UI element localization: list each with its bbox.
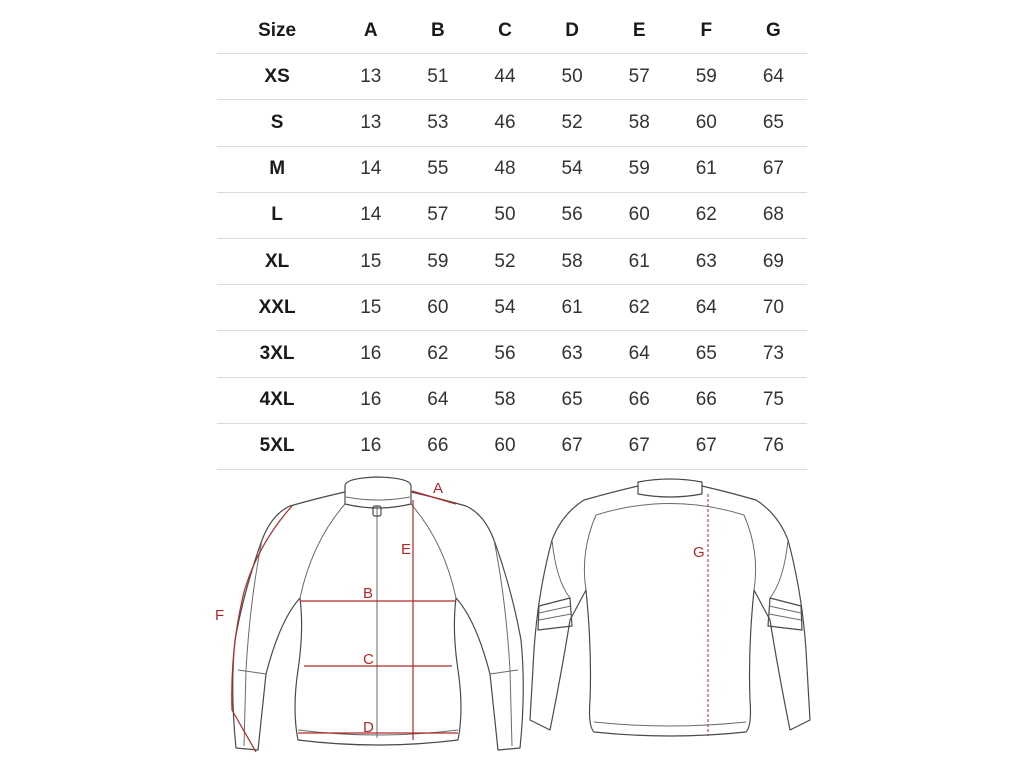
measurement-cell-g: 65 [740,100,807,146]
measurement-cell-b: 57 [404,192,471,238]
measurement-cell-c: 50 [471,192,538,238]
front-right-sleeve-line [494,540,512,746]
size-cell: 3XL [217,331,337,377]
measurement-cell-e: 61 [606,238,673,284]
table-row [217,100,807,146]
measurement-cell-b: 51 [404,54,471,100]
back-left-panel-stripe-1 [539,606,571,613]
measurement-cell-f: 61 [673,146,740,192]
measurement-cell-a: 14 [337,192,404,238]
table-row [217,377,807,423]
measurement-cell-b: 59 [404,238,471,284]
back-left-panel-stripe-2 [539,614,571,620]
measure-b-label: B [363,585,374,602]
measurement-cell-b: 64 [404,377,471,423]
header-d: D [539,8,606,54]
header-size: Size [217,8,337,54]
back-right-panel-stripe-1 [769,606,801,613]
size-chart-table [217,8,807,470]
measure-g-label: G [693,544,705,561]
front-right-raglan [411,504,456,598]
measurement-cell-d: 63 [539,331,606,377]
front-collar-seam [346,497,410,500]
back-left-elbow-panel [538,598,572,630]
size-cell: S [217,100,337,146]
front-collar [345,477,411,508]
size-cell: 5XL [217,423,337,469]
measure-a-label: A [433,480,444,497]
back-hem [594,722,746,726]
front-left-raglan [300,504,345,598]
measurement-cell-e: 58 [606,100,673,146]
back-body-outline [530,486,810,736]
measurement-cell-g: 76 [740,423,807,469]
size-cell: L [217,192,337,238]
measurement-cell-e: 59 [606,146,673,192]
measurement-cell-g: 64 [740,54,807,100]
table-row [217,285,807,331]
measurement-cell-c: 58 [471,377,538,423]
measure-e-label: E [401,541,412,558]
measurement-cell-d: 52 [539,100,606,146]
measurement-cell-e: 64 [606,331,673,377]
jacket-back [530,479,810,736]
measurement-cell-d: 61 [539,285,606,331]
measurement-cell-c: 56 [471,331,538,377]
header-f: F [673,8,740,54]
measurement-cell-f: 59 [673,54,740,100]
measurement-cell-a: 16 [337,377,404,423]
measurement-cell-d: 54 [539,146,606,192]
table-row [217,331,807,377]
front-left-cuff [238,670,266,674]
measurement-cell-f: 62 [673,192,740,238]
measurement-cell-f: 65 [673,331,740,377]
header-c: C [471,8,538,54]
back-left-raglan [584,515,596,590]
measurement-cell-g: 69 [740,238,807,284]
back-right-panel-stripe-2 [769,614,801,620]
table-row [217,238,807,284]
jacket-front [215,477,523,752]
measurement-cell-b: 55 [404,146,471,192]
measurement-cell-e: 62 [606,285,673,331]
size-cell: XS [217,54,337,100]
measurement-cell-b: 66 [404,423,471,469]
front-left-sleeve-line [244,540,262,746]
header-e: E [606,8,673,54]
measurement-cell-e: 67 [606,423,673,469]
header-g: G [740,8,807,54]
measure-d-label: D [363,719,374,736]
measurement-cell-b: 53 [404,100,471,146]
measurement-cell-c: 52 [471,238,538,284]
back-right-elbow-panel [768,598,802,630]
measurement-cell-e: 66 [606,377,673,423]
size-cell: XXL [217,285,337,331]
header-row [217,8,807,54]
measurement-cell-d: 56 [539,192,606,238]
measurement-cell-c: 44 [471,54,538,100]
header-b: B [404,8,471,54]
measurement-cell-c: 60 [471,423,538,469]
measurement-cell-e: 60 [606,192,673,238]
measurement-cell-b: 62 [404,331,471,377]
measurement-cell-a: 15 [337,238,404,284]
measurement-cell-f: 66 [673,377,740,423]
front-body-outline [233,492,524,750]
measure-c-label: C [363,651,374,668]
size-table-body [217,54,807,470]
measurement-cell-g: 73 [740,331,807,377]
measurement-cell-a: 13 [337,100,404,146]
measurement-cell-c: 46 [471,100,538,146]
measurement-cell-f: 64 [673,285,740,331]
measurement-cell-f: 67 [673,423,740,469]
measurement-cell-g: 68 [740,192,807,238]
table-row [217,192,807,238]
measurement-cell-a: 16 [337,423,404,469]
measure-f-label: F [215,607,225,624]
back-right-raglan [744,515,756,590]
measurement-cell-e: 57 [606,54,673,100]
back-left-sleeve-line [552,540,570,598]
measurement-cell-d: 50 [539,54,606,100]
measurement-cell-d: 65 [539,377,606,423]
measurement-cell-d: 58 [539,238,606,284]
front-right-cuff [490,670,518,674]
measurement-cell-d: 67 [539,423,606,469]
measurement-cell-f: 60 [673,100,740,146]
jacket-diagram [200,470,820,762]
table-row [217,54,807,100]
back-yoke [596,504,744,516]
measurement-cell-c: 48 [471,146,538,192]
back-right-sleeve-line [770,540,788,598]
measurement-cell-g: 70 [740,285,807,331]
size-cell: M [217,146,337,192]
size-cell: XL [217,238,337,284]
table-row [217,146,807,192]
measurement-cell-a: 13 [337,54,404,100]
size-cell: 4XL [217,377,337,423]
table-row [217,423,807,469]
measurement-cell-a: 16 [337,331,404,377]
measurement-cell-b: 60 [404,285,471,331]
measurement-cell-f: 63 [673,238,740,284]
header-a: A [337,8,404,54]
back-collar [638,479,702,497]
measurement-cell-a: 15 [337,285,404,331]
measurement-cell-c: 54 [471,285,538,331]
measurement-cell-g: 67 [740,146,807,192]
measurement-cell-g: 75 [740,377,807,423]
measurement-cell-a: 14 [337,146,404,192]
